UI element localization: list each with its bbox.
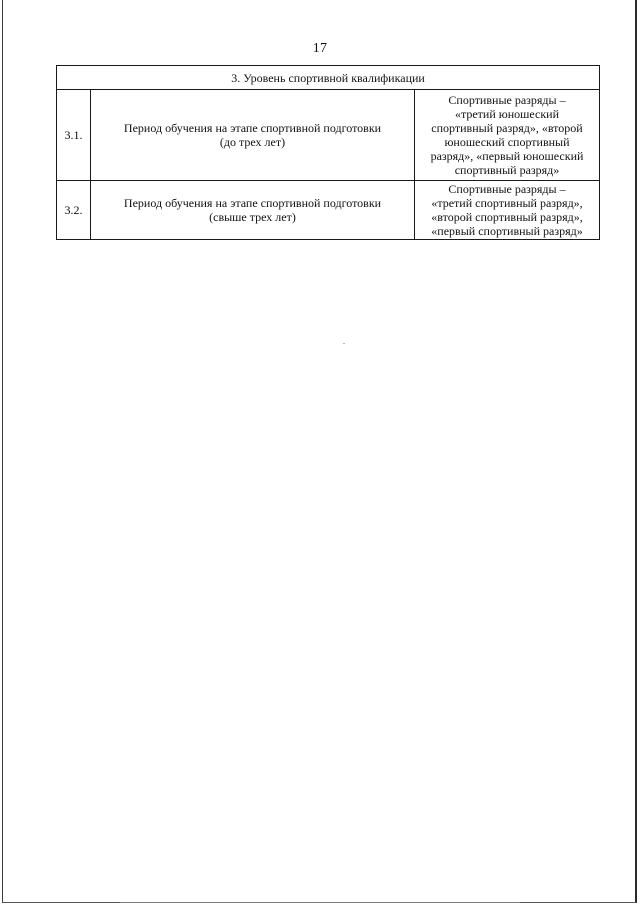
table-row <box>57 181 600 240</box>
rank-line: Спортивные разряды – <box>448 93 566 107</box>
rank-line: Спортивные разряды – <box>448 182 566 196</box>
rank-line: спортивный разряд» <box>454 163 560 177</box>
description-line: (свыше трех лет) <box>209 210 296 224</box>
rank-line: «второй спортивный разряд», <box>431 210 583 224</box>
rank-line: «третий спортивный разряд», <box>431 196 583 210</box>
rank-line: юношеский спортивный <box>444 135 570 149</box>
scan-bottom-edge <box>120 902 520 903</box>
table-row <box>57 90 600 181</box>
row-number: 3.1. <box>57 90 91 181</box>
row-number: 3.2. <box>57 181 91 240</box>
rank-line: «первый спортивный разряд» <box>431 224 583 238</box>
qualification-table <box>56 65 600 240</box>
rank-line: «третий юношеский <box>454 107 560 121</box>
page-number: 17 <box>312 41 328 56</box>
rank-line: спортивный разряд», «второй <box>431 121 583 135</box>
rank-line: разряд», «первый юношеский <box>430 149 584 163</box>
row-ranks <box>415 181 600 240</box>
row-ranks <box>415 90 600 181</box>
description-line: Период обучения на этапе спортивной подготовки <box>123 196 382 210</box>
description-line: (до трех лет) <box>219 135 286 149</box>
section-header-row <box>57 66 600 90</box>
row-description <box>91 90 415 181</box>
section-title: 3. Уровень спортивной квалификации <box>57 66 600 90</box>
description-line: Период обучения на этапе спортивной подготовки <box>123 121 382 135</box>
scan-speck <box>343 343 345 344</box>
row-description <box>91 181 415 240</box>
